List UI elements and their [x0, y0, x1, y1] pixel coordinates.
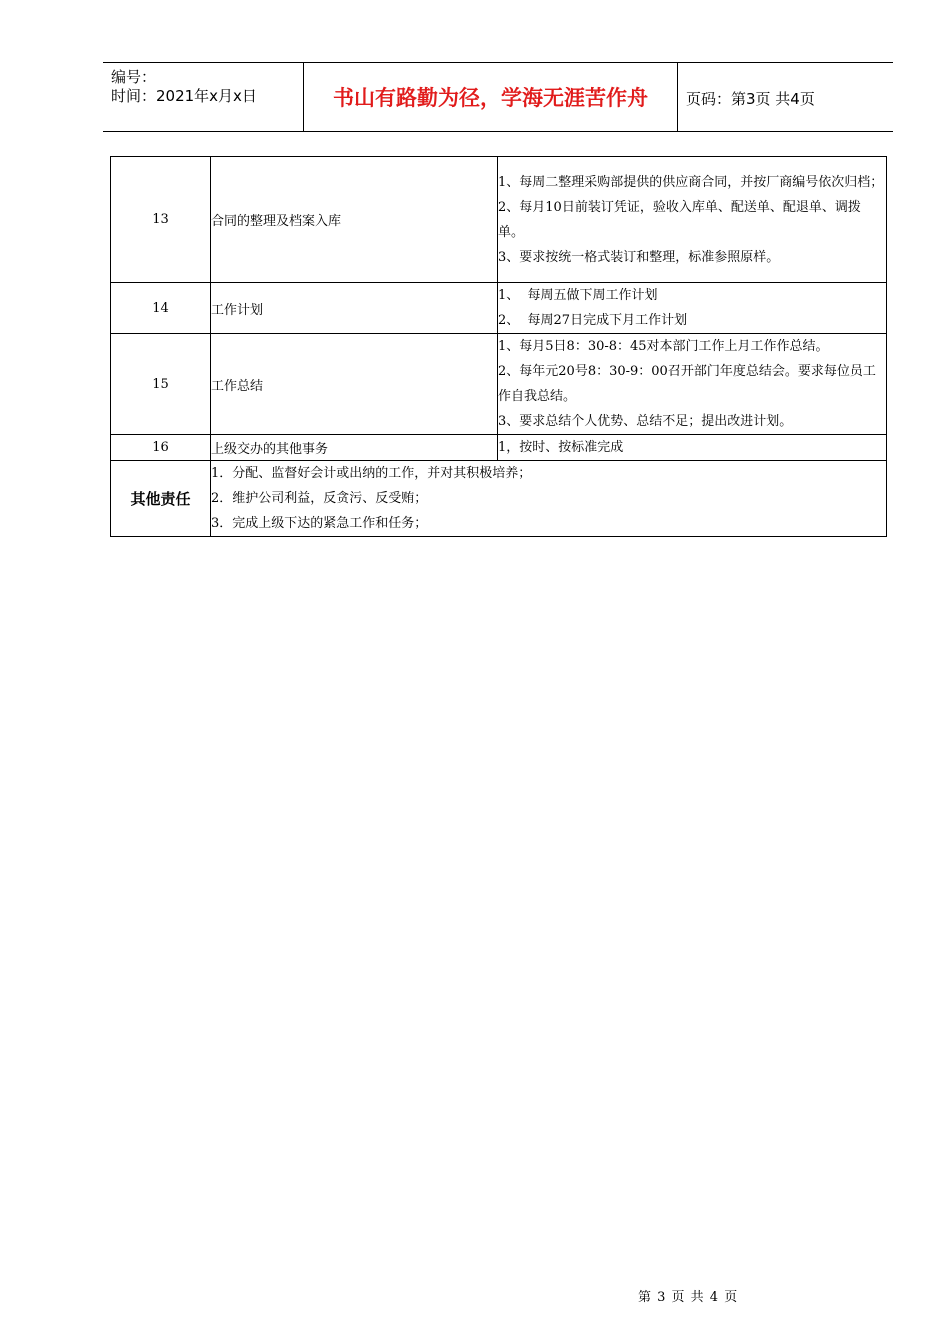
row-number: 13: [111, 157, 211, 283]
description-line: 3、要求总结个人优势、总结不足；提出改进计划。: [498, 414, 793, 429]
document-number-label: 编号：: [111, 68, 157, 86]
task-name: 上级交办的其他事务: [211, 435, 498, 461]
task-name: 合同的整理及档案入库: [211, 157, 498, 283]
description-line: 1，按时、按标准完成: [498, 440, 624, 455]
list-item: 2．维护公司利益，反贪污、反受贿；: [211, 491, 428, 506]
other-responsibilities-list: [211, 461, 887, 537]
table-row: [111, 435, 887, 461]
task-description: [498, 334, 887, 435]
page-footer: 第 3 页 共 4 页: [638, 1290, 739, 1305]
table-row: [111, 283, 887, 334]
other-responsibilities-label: 其他责任: [111, 461, 211, 537]
table-row: [111, 334, 887, 435]
header-page-number: 页码：第3页 共4页: [686, 90, 815, 108]
page-header: [103, 62, 893, 132]
description-line: 2、每年元20号8：30-9：00召开部门年度总结会。要求每位员工作自我总结。: [498, 364, 876, 404]
task-description: [498, 283, 887, 334]
description-line: 1、每周二整理采购部提供的供应商合同，并按厂商编号依次归档；: [498, 174, 884, 190]
other-responsibilities-row: [111, 461, 887, 537]
row-number: 14: [111, 283, 211, 334]
header-meta: [103, 63, 304, 131]
description-line: 1、 每周五做下周工作计划: [498, 288, 658, 303]
task-description: [498, 157, 887, 283]
list-item: 1．分配、监督好会计或出纳的工作，并对其积极培养；: [211, 466, 532, 481]
description-line: 1、每月5日8：30-8：45对本部门工作上月工作作总结。: [498, 339, 829, 354]
header-motto: 书山有路勤为径，学海无涯苦作舟: [304, 63, 678, 131]
table-row: [111, 157, 887, 283]
list-item: 3．完成上级下达的紧急工作和任务；: [211, 516, 428, 531]
description-line: 3、要求按统一格式装订和整理，标准参照原样。: [498, 249, 780, 265]
duties-table: [110, 156, 887, 537]
description-line: 2、每月10日前装订凭证，验收入库单、配送单、配退单、调拨单。: [498, 199, 861, 240]
document-date: 时间：2021年x月x日: [111, 87, 257, 105]
row-number: 16: [111, 435, 211, 461]
row-number: 15: [111, 334, 211, 435]
task-description: [498, 435, 887, 461]
description-line: 2、 每周27日完成下月工作计划: [498, 313, 688, 328]
task-name: 工作总结: [211, 334, 498, 435]
task-name: 工作计划: [211, 283, 498, 334]
